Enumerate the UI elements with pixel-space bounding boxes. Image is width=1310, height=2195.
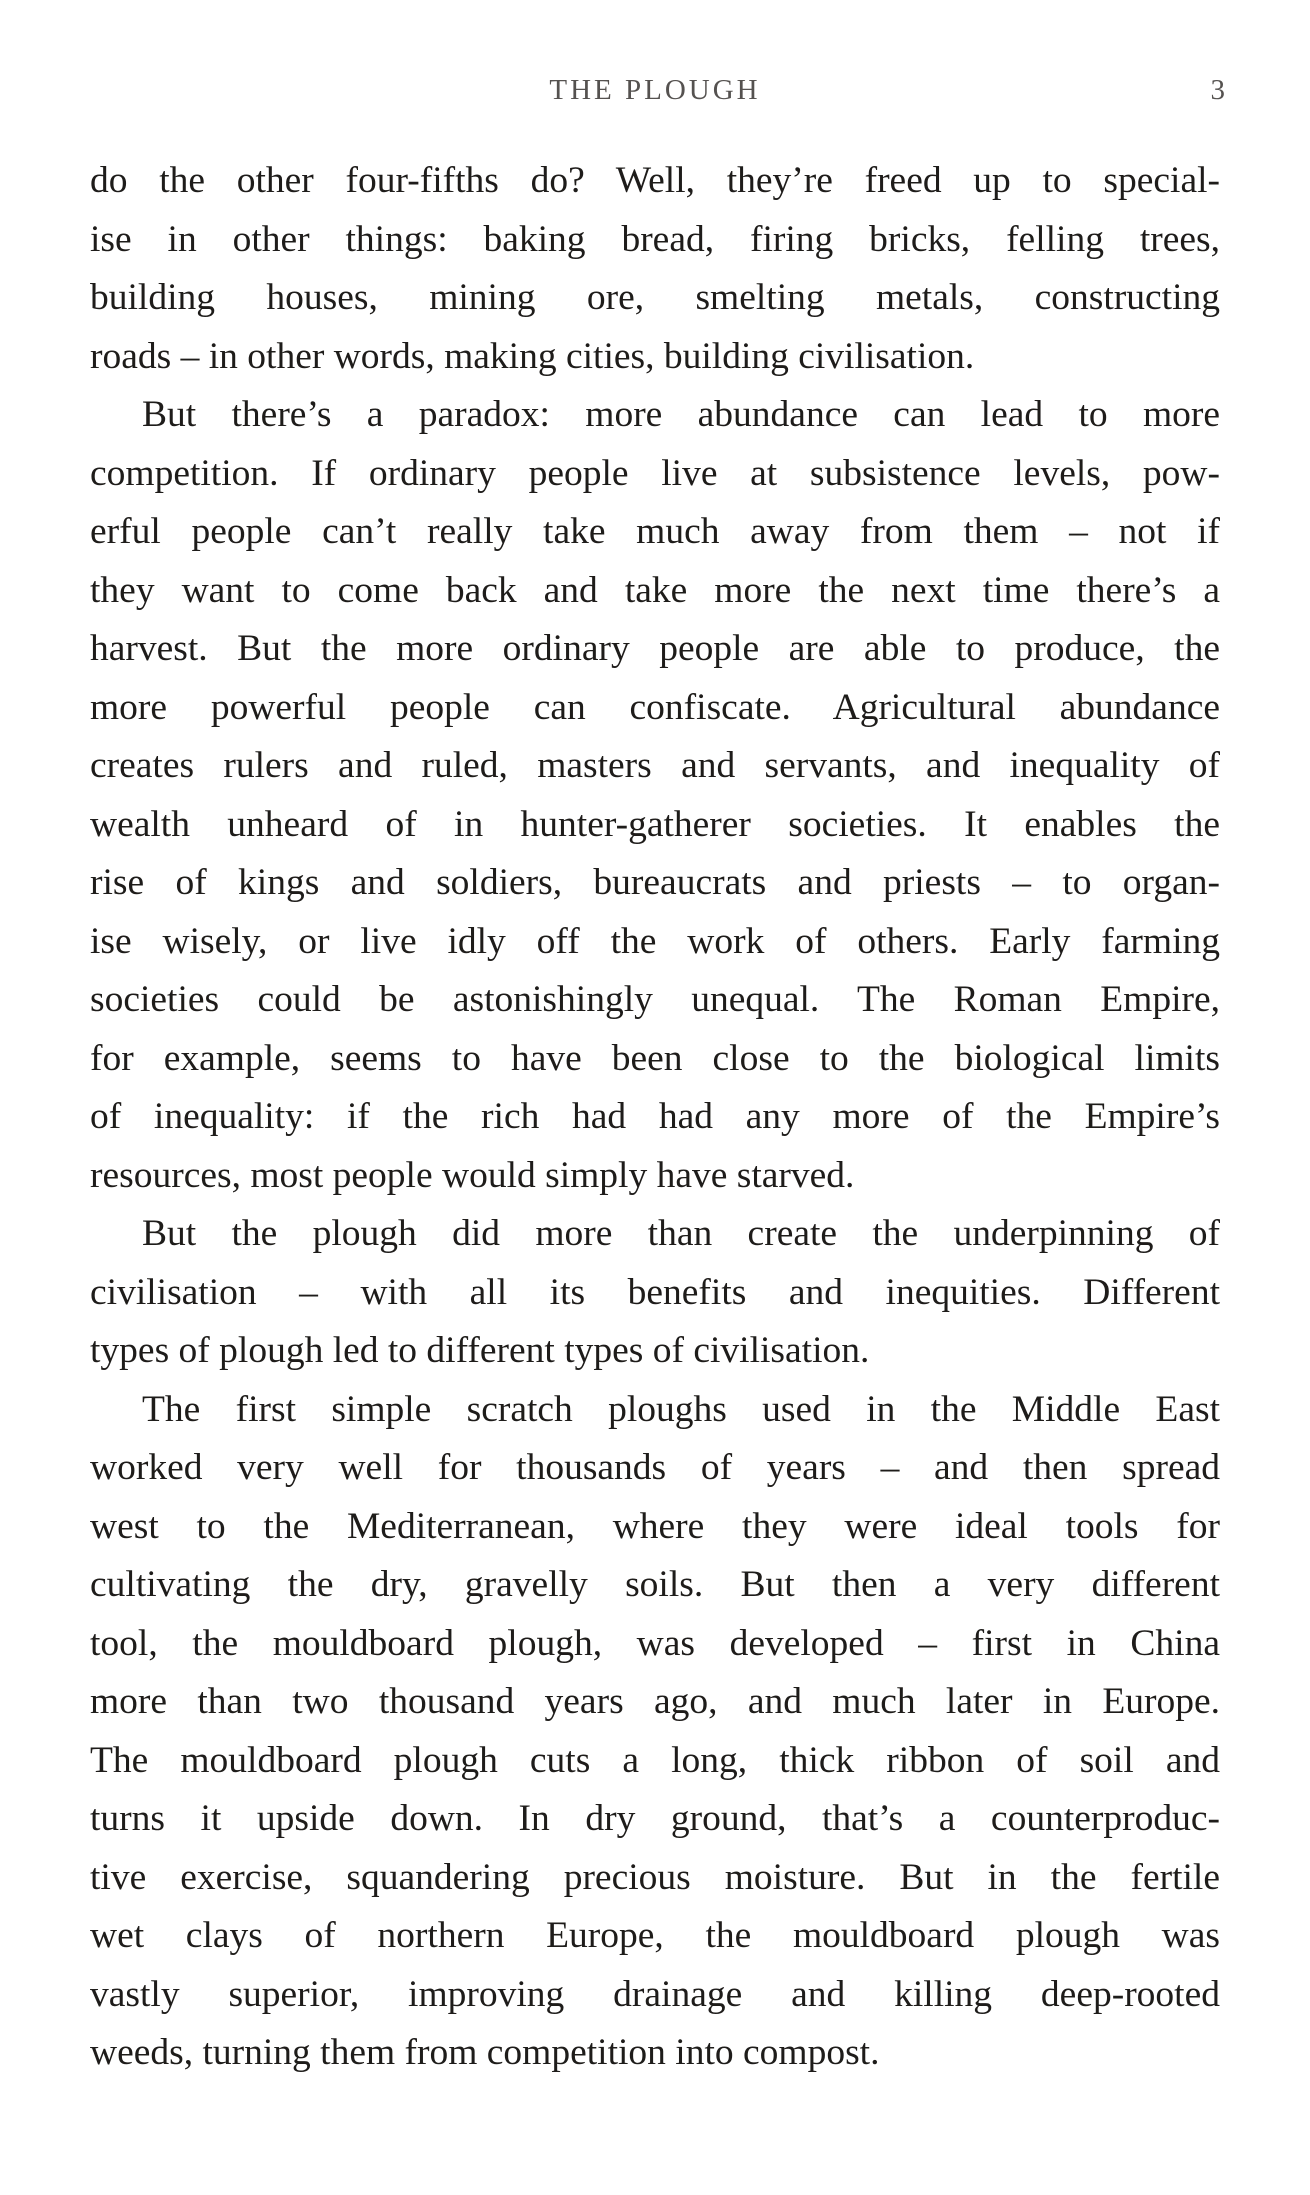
text-line: The first simple scratch ploughs used in the Middle East [142, 1388, 1220, 1430]
text-line: resources, most people would simply have starved. [90, 1154, 855, 1196]
text-line: do the other four-fifths do? Well, they’re freed up to special- [90, 160, 1220, 201]
text-line: erful people can’t really take much away from them – not if [90, 511, 1220, 552]
text-line: ise wisely, or live idly off the work of others. Early farming [90, 920, 1220, 962]
text-line: tool, the mouldboard plough, was developed – first in China [90, 1622, 1220, 1664]
text-line: roads – in other words, making cities, building civilisation. [90, 335, 975, 377]
text-line: civilisation – with all its benefits and inequities. Different [90, 1271, 1220, 1313]
text-line: rise of kings and soldiers, bureaucrats and priests – to organ- [90, 862, 1220, 903]
text-line: types of plough led to different types of civilisation. [90, 1330, 870, 1371]
text-line: more than two thousand years ago, and much later in Europe. [90, 1681, 1220, 1722]
text-line: harvest. But the more ordinary people are able to produce, the [90, 628, 1220, 669]
text-line: But the plough did more than create the underpinning of [142, 1213, 1220, 1254]
text-line: creates rulers and ruled, masters and servants, and inequality of [90, 745, 1220, 786]
text-line: they want to come back and take more the next time there’s a [90, 569, 1220, 611]
text-line: turns it upside down. In dry ground, that’s a counterproduc- [90, 1798, 1220, 1839]
text-line: west to the Mediterranean, where they were ideal tools for [90, 1505, 1220, 1547]
text-line: weeds, turning them from competition into compost. [90, 2032, 880, 2073]
body-text [90, 152, 1220, 2083]
running-title: THE PLOUGH [549, 74, 761, 106]
text-line: vastly superior, improving drainage and killing deep-rooted [90, 1973, 1220, 2015]
text-line: competition. If ordinary people live at subsistence levels, pow- [90, 452, 1220, 494]
text-line: ise in other things: baking bread, firing bricks, felling trees, [90, 218, 1220, 260]
text-line: cultivating the dry, gravelly soils. But then a very different [90, 1564, 1220, 1605]
text-line: But there’s a paradox: more abundance can lead to more [142, 394, 1220, 435]
text-line: building houses, mining ore, smelting metals, constructing [90, 277, 1220, 318]
text-line: tive exercise, squandering precious moisture. But in the fertile [90, 1856, 1220, 1898]
text-line: more powerful people can confiscate. Agricultural abundance [90, 686, 1220, 728]
text-line: The mouldboard plough cuts a long, thick ribbon of soil and [90, 1739, 1220, 1781]
text-line: societies could be astonishingly unequal. The Roman Empire, [90, 979, 1220, 1020]
page-number: 3 [1210, 74, 1225, 106]
text-line: for example, seems to have been close to the biological limits [90, 1037, 1220, 1079]
text-line: wet clays of northern Europe, the mouldboard plough was [90, 1915, 1220, 1956]
text-line: worked very well for thousands of years – and then spread [90, 1447, 1220, 1488]
text-line: wealth unheard of in hunter-gatherer societies. It enables the [90, 803, 1220, 845]
text-line: of inequality: if the rich had had any more of the Empire’s [90, 1096, 1220, 1137]
